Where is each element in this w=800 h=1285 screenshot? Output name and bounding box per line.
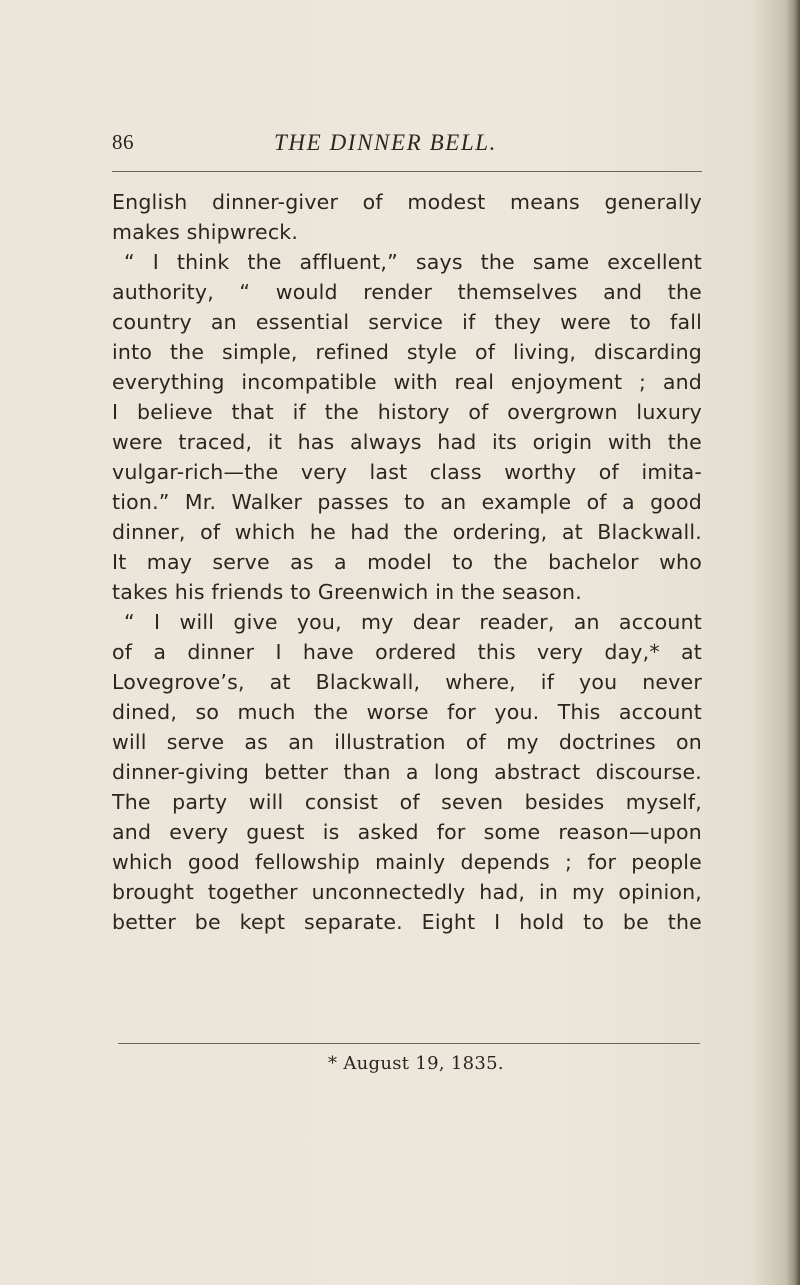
text-line: into the simple, refined style of living, discarding — [112, 340, 702, 364]
text-line: will serve as an illustration of my doctrines on — [112, 730, 702, 754]
text-line: vulgar-rich—the very last class worthy of imita- — [112, 460, 702, 484]
text-line: I believe that if the history of overgrown luxury — [112, 400, 702, 424]
text-line: tion.” Mr. Walker passes to an example of a good — [112, 490, 702, 514]
text-line: “ I will give you, my dear reader, an account — [124, 610, 702, 634]
text-line: It may serve as a model to the bachelor who — [112, 550, 702, 574]
footnote: * August 19, 1835. — [328, 1053, 504, 1074]
text-line: which good fellowship mainly depends ; for people — [112, 850, 702, 874]
page-number: 86 — [112, 130, 134, 154]
text-line: English dinner-giver of modest means generally — [112, 190, 702, 214]
text-line: dined, so much the worse for you. This account — [112, 700, 702, 724]
text-line: Lovegrove’s, at Blackwall, where, if you never — [112, 670, 702, 694]
text-line: and every guest is asked for some reason—upon — [112, 820, 702, 844]
text-line: authority, “ would render themselves and the — [112, 280, 702, 304]
text-line: brought together unconnectedly had, in my opinion, — [112, 880, 702, 904]
text-line: dinner-giving better than a long abstract discourse. — [112, 760, 702, 784]
running-title: THE DINNER BELL. — [274, 130, 498, 155]
footnote-rule — [118, 1043, 700, 1044]
text-line: country an essential service if they were to fall — [112, 310, 702, 334]
text-line: of a dinner I have ordered this very day,* at — [112, 640, 702, 664]
text-line: everything incompatible with real enjoyment ; and — [112, 370, 702, 394]
text-line: better be kept separate. Eight I hold to be the — [112, 910, 702, 934]
running-head — [112, 130, 712, 164]
page-edge-shadow — [786, 0, 800, 1285]
text-line: The party will consist of seven besides myself, — [112, 790, 702, 814]
text-line: were traced, it has always had its origin with the — [112, 430, 702, 454]
text-line: takes his friends to Greenwich in the season. — [112, 580, 582, 604]
text-line: makes shipwreck. — [112, 220, 299, 244]
header-rule — [112, 171, 702, 172]
text-line: dinner, of which he had the ordering, at Blackwall. — [112, 520, 702, 544]
text-line: “ I think the affluent,” says the same excellent — [124, 250, 702, 274]
